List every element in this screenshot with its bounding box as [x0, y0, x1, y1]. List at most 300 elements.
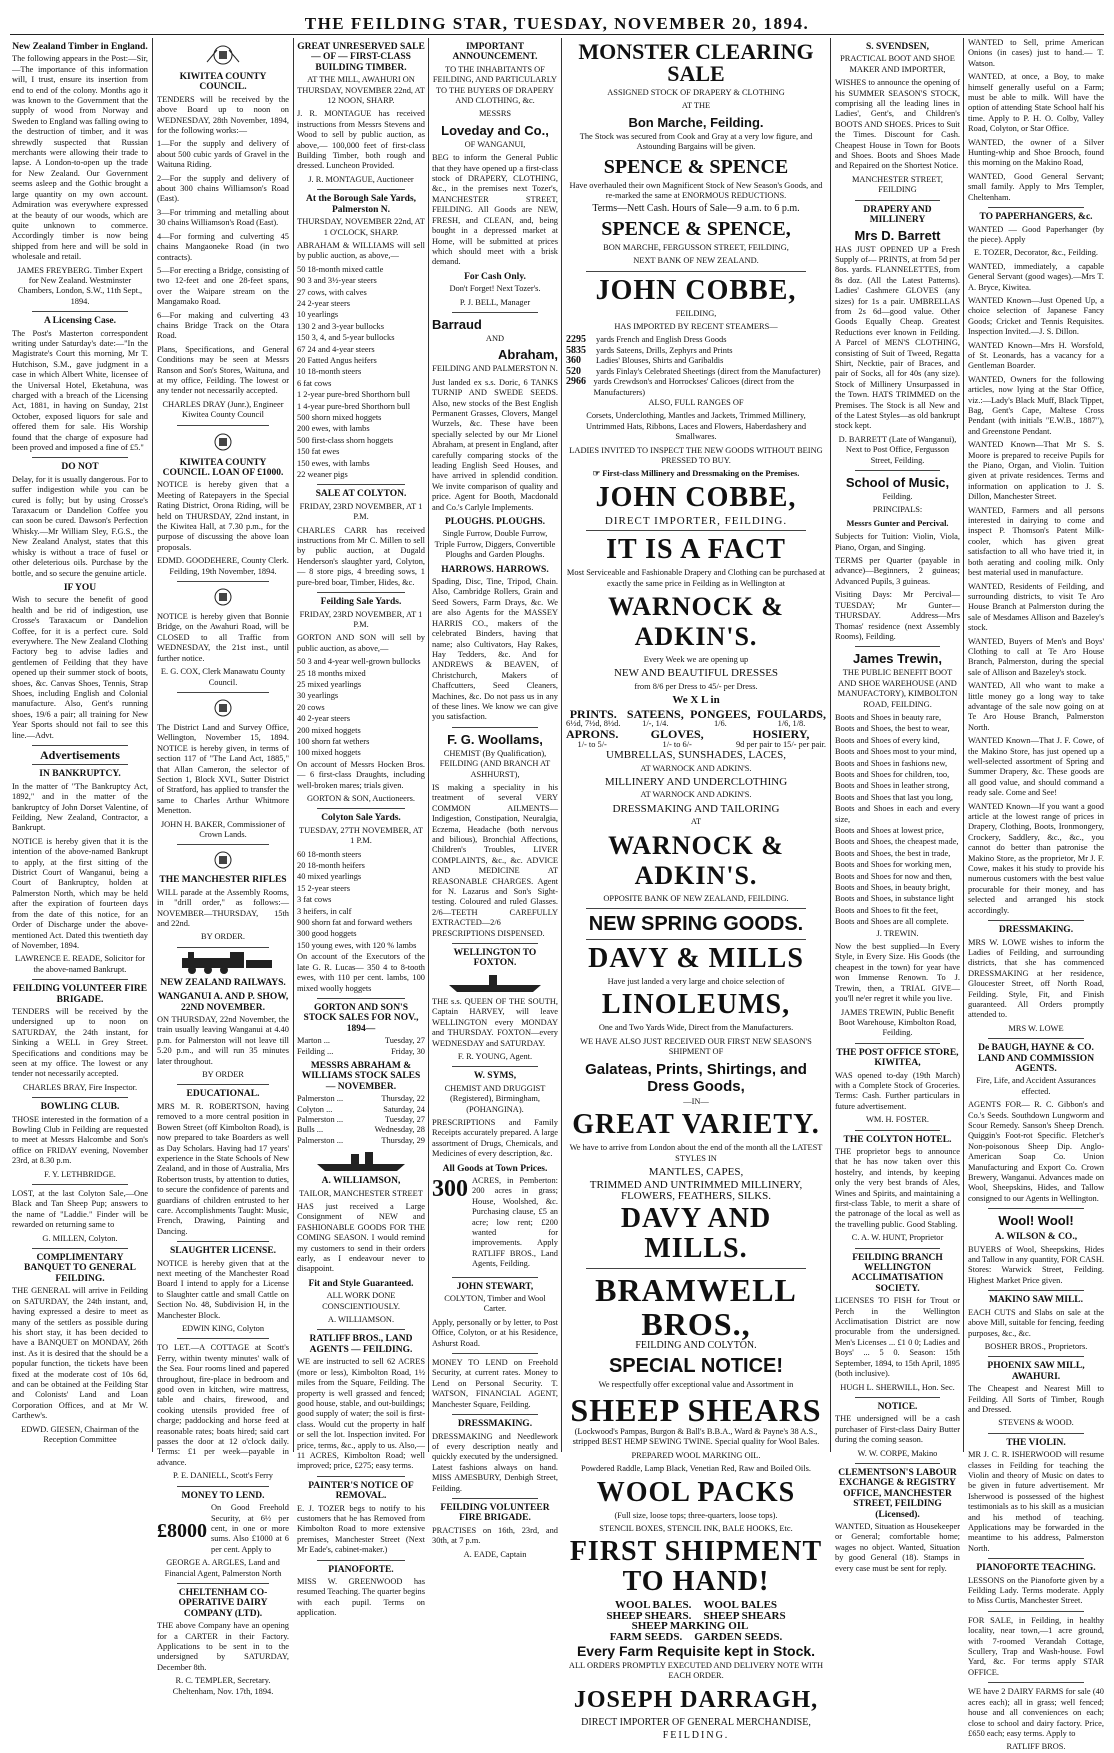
article-text: The Post's Masterton correspondent writing under Saturday's date:—"In the Magistrate's Court this morning, Mr T. Hutchison, S.M., gave judgment in a case in which Albert White, licensee of the Universal Hotel, Eketahuna, was charged with a breach of the Licensing Act, 1881, in having on Sunday, 21st October, exposed liquors for sale and offered them for sale. His Worship found that the charge of exposure had been proved and imposed a fine of £5." — [12, 328, 148, 453]
signature: A. WILLIAMSON. — [327, 1315, 395, 1325]
divider — [32, 1097, 128, 1098]
ad-text: ABRAHAM & WILLIAMS will sell by public auction, as above,— — [297, 240, 425, 261]
divider — [988, 920, 1084, 921]
ad-text: MISS W. GREENWOOD has resumed Teaching. The quarter begins with each pupil. Terms on application. — [297, 1577, 425, 1618]
ad-text: Spading, Disc, Tine, Tripod, Chain. Also, Cambridge Rollers, Grain and Seed Sowers, Farm Drays, &c. We are also Agents for the MASSEY HARRIS CO., makers of the celebrated Binders, having that name; also Cultivators, Hay Rakes, Hay Tedders, &c. And for ANDREWS & BEAVEN, of Christchurch, Makers of Chaffcutters, Seed Cleaners, Machines, &c. Do not pass us in any of these lines. We know we can give you satisfaction. — [432, 577, 558, 722]
ad-heading: DRAPERY AND MILLINERY — [863, 204, 932, 226]
ad-title: Barraud — [432, 316, 482, 332]
ad-text: Corsets, Underclothing, Mantles and Jackets, Trimmed Millinery, Untrimmed Hats, Ribbons, Laces and Flowers, Haberdashery and Smallwares. — [585, 411, 807, 442]
signature: CHARLES DRAY (Junr.), Engineer Kiwitea County Council — [162, 399, 284, 420]
boots-line: Boots and Shoes are all complete. — [835, 917, 949, 927]
sales-list — [297, 1094, 425, 1146]
ad-title: WOOL PACKS — [596, 1476, 796, 1508]
signature: G. MILLEN, Colyton. — [42, 1233, 118, 1243]
sale-date — [297, 1115, 425, 1125]
ad-text: AND — [485, 333, 505, 343]
divider — [452, 1414, 538, 1415]
ad-heading: FEILDING VOLUNTEER FIRE BRIGADE. — [440, 1502, 550, 1524]
sale-date — [297, 1036, 425, 1046]
ad-text: THOSE interested in the formation of a Bowling Club in Feilding are requested to meet at Messrs Halcombe and Son's office on FRIDAY evening, November 23rd, at 8.30 p.m. — [12, 1114, 148, 1166]
ad-heading: W. SYMS, — [473, 1071, 517, 1082]
masthead: THE FEILDING STAR, TUESDAY, NOVEMBER 20, 1894. — [304, 14, 810, 33]
signature: GORTON & SON, Auctioneers. — [307, 794, 415, 803]
ad-text: FRIDAY, 23RD NOVEMBER, AT 1 P.M. — [299, 501, 423, 522]
ad-heading: THE VIOLIN. — [1006, 1437, 1066, 1448]
ad-text: TENDERS will be received by the undersigned up to noon on SATURDAY, the 24th instant, for Sinking a WELL in Grey Street. Specifications and conditions may be seen at my office. The lowest or any tender not necessarily accepted. — [12, 1006, 148, 1079]
ad-heading: MESSRS ABRAHAM & WILLIAMS STOCK SALES— NOVEMBER. — [301, 1060, 421, 1092]
section-heading: Advertisements — [40, 748, 120, 762]
price-item-value: 1/6, 1/8. — [777, 719, 806, 728]
price-item-value: 1/-, 1/4. — [642, 719, 669, 728]
price-item-label: SATEENS, — [626, 706, 684, 721]
price-item-label: GLOVES, — [650, 727, 704, 742]
headline: New Zealand Timber in England. — [12, 42, 148, 52]
import-item — [566, 377, 826, 398]
price-item — [756, 706, 826, 730]
ad-text: Have overhauled their own Magnificent Stock of New Season's Goods, and re-marked the same at ENORMOUS REDUCTIONS. — [569, 180, 823, 201]
ad-text: NOTICE is hereby given that Bonnie Bridge, on the Awahuri Road, will be CLOSED to all Traffic from WEDNESDAY, the 21st inst., until further notice. — [157, 612, 289, 663]
ad-text: LESSONS on the Pianoforte given by a Feilding Lady. Terms moderate. Apply to Miss Curtis, Manchester Street. — [968, 1575, 1104, 1606]
ad-heading: GORTON AND SON'S STOCK SALES FOR NOV., 1894— — [303, 1002, 419, 1034]
import-qty: 360 — [566, 355, 581, 367]
ad-text: Messrs Gunter and Percival. — [846, 518, 949, 528]
ad-title: JOSEPH DARRAGH, — [573, 1686, 819, 1713]
stock-item: 100 mixed hoggets — [297, 748, 361, 758]
ad-text: Just landed ex s.s. Doric, 6 TANKS TURNIP AND SWEDE SEEDS. Also, new stocks of the Best English Permanent Grasses, Clovers, Mangel Wurzels, &c. These have been specially selected by our Mr Lionel Abraham, at present in England, after carefully comparing stocks of the leading English Seed Houses, and have arrived in splendid condition. We invite comparison of quality and price. Agent for Booth, Macdonald and Co.'s Carlyle Implements. — [432, 377, 558, 512]
article-text: Wish to secure the benefit of good health and be rid of indigestion, use Crosse's Taraxacum or Dandelion Coffee, for it is a perfect cure. Sold everywhere. The New Zealand Clothing Factory beg to advise ladies and gentlemen of Feilding that they have opened up their summer stock of boots, shoes, &c. Canvas Shoes, Tennis, Strap Shoes, including English and Colonial manufacture. Also, Gent's running shoes, 19/6 a pair; all training for New Year Sports should not fail to see this line.—Advt. — [12, 595, 148, 740]
signature: STEVENS & WOOD. — [998, 1418, 1074, 1428]
ad-text: BON MARCHE, FERGUSSON STREET, FEILDING, — [603, 242, 789, 252]
ad-title: SPECIAL NOTICE! — [608, 1354, 784, 1377]
import-desc: Ladies' Blouses, Shirts and Garibaldis — [596, 356, 724, 366]
signature: EDWIN KING, Colyton — [181, 1324, 265, 1333]
ad-text: ALL ORDERS PROMPTLY EXECUTED AND DELIVERY NOTE WITH EACH ORDER. — [568, 1661, 824, 1681]
ad-text: DIRECT IMPORTER OF GENERAL MERCHANDISE, — [581, 1716, 811, 1728]
classified-ad: WANTED, at once, a Boy, to make himself generally useful on a Farm; must be able to milk. Will have the option of attending State School half his time. Apply to P. H. O. Colby, Valley Road, Colyton, or Star Office. — [968, 72, 1104, 134]
ad-heading: THE MANCHESTER RIFLES — [159, 875, 287, 886]
divider — [317, 189, 405, 190]
divider — [855, 1397, 940, 1398]
ad-heading: KIWITEA COUNTY COUNCIL. — [179, 72, 267, 93]
signature: F. R. YOUNG, Agent. — [457, 1051, 533, 1061]
bales-item: WOOL BALES — [703, 1599, 778, 1612]
price-item-label: HOSIERY, — [752, 727, 810, 742]
import-item — [566, 356, 826, 366]
import-qty: 2966 — [566, 376, 586, 388]
ad-heading: RATLIFF BROS., LAND AGENTS — FEILDING. — [309, 1334, 413, 1355]
divider — [317, 998, 405, 999]
ad-title: School of Music, — [845, 475, 950, 491]
column-rule — [152, 38, 153, 1452]
boots-line: Boots and Shoes in each and every size, — [835, 804, 960, 824]
stock-item: 40 mixed yearlings — [297, 872, 362, 882]
divider — [988, 1611, 1084, 1612]
ad-heading: THE COLYTON HOTEL. — [843, 1134, 952, 1145]
ad-title: SPENCE & SPENCE — [603, 155, 789, 178]
stock-item: 15 2-year steers — [297, 883, 351, 893]
ad-title: Galateas, Prints, Shirtings, and Dress Goods, — [585, 1060, 807, 1095]
ad-heading: CHELTENHAM CO-OPERATIVE DAIRY COMPANY (LTD). — [178, 1587, 268, 1619]
ad-heading: BOWLING CLUB. — [40, 1102, 120, 1113]
ad-text: TENDERS will be received by the above Board up to noon on WEDNESDAY, 28th November, 1894, for the following works:— — [157, 94, 289, 136]
ad-text: WE are instructed to sell 62 ACRES (more or less), Kimbolton Road, 1½ miles from the Square, Feilding. The property is well grassed and fenced; good house, stable, and out-buildings; good supply of water; the soil is first-class. Would cut the property in half or sell the lot. Inspection invited. For price, terms, &c., apply to us. Also,—11 ACRES, Kimbolton Road; well improved; price, £275; easy terms. — [297, 1357, 425, 1471]
ad-text: EACH CUTS and Slabs on sale at the above Mill, suitable for fencing, feeding purposes, &c., &c. — [968, 1307, 1104, 1338]
sale-date-value: Wednesday, 28 — [374, 1125, 425, 1135]
ad-text: ASSIGNED STOCK OF DRAPERY & CLOTHING — [607, 88, 785, 97]
stock-item: 150 3, 4, and 5-year bullocks — [297, 333, 395, 343]
ad-title: James Trewin, — [853, 651, 942, 667]
ad-heading: KIWITEA COUNTY COUNCIL. LOAN OF £1000. — [162, 457, 284, 478]
ad-title: Abraham, — [498, 347, 558, 363]
ad-heading: DRESSMAKING. — [457, 1419, 533, 1430]
ad-heading: JOHN STEWART, — [456, 1281, 534, 1292]
stock-list — [297, 265, 425, 481]
ad-heading: MONEY TO LEND. — [181, 1490, 265, 1501]
sale-date — [297, 1094, 425, 1104]
stock-item: 100 shorn fat wethers — [297, 736, 370, 746]
stock-item: 900 shorn fat and forward wethers — [297, 918, 413, 928]
signature: R. C. TEMPLER, Secretary. Cheltenham, Nov. 17th, 1894. — [172, 1676, 274, 1696]
coat-of-arms-icon — [203, 697, 243, 719]
ad-text: HAS IMPORTED BY RECENT STEAMERS— — [614, 322, 778, 332]
ad-text: THE GENERAL will arrive in Feilding on SATURDAY, the 24th instant, and, having expressed a desire to meet as many of the settlers as possible during his short stay, it has been decided to have a BANQUET on MONDAY, 26th inst. As it is desired that the should be a popular function, the tickets have been fixed at the moderate cost of 10s 6d, and can be obtained at the Feilding Star and Colonists' Land and Loan Corporation Offices, and at Mr W. Carthew's. — [12, 1286, 148, 1421]
stock-item: 300 good hoggets — [297, 929, 357, 939]
ad-text: PRACTISES on 16th, 23rd, and 30th, at 7 p.m. — [432, 1525, 558, 1546]
stock-item: 40 2-year steers — [297, 714, 351, 724]
ad-text: AT THE MILL, AWAHURI ON THURSDAY, NOVEMBER 22nd, AT 12 NOON, SHARP. — [297, 75, 425, 106]
ad-text: BUYERS of Wool, Sheepskins, Hides and Tallow in any quantity, FOR CASH. Stores: Warwick Street, Feilding. Highest Market Price given. — [968, 1244, 1104, 1285]
sale-date-value: Tuesday, 27 — [384, 1114, 425, 1124]
ad-text: Plans, Specifications, and General Conditions may be seen at Messrs Ranson and Son's Stores, Waituna, and at my office, Feilding. The lowest or any tender not necessarily accepted. — [157, 344, 289, 396]
ad-text: HAS JUST OPENED UP a Fresh Supply of— PRINTS, at from 5d per 8os. yards. FLANNELETTES, from 8s doz. (All the Latest Patterns). Ladies' Cashmere GLOVES (any sizes) for 1s a pair. UMBRELLAS from 2s 6d—good value. Other Goods Equally Cheap. Greatest Reductions ever known in Feilding. A Parcel of MEN'S CLOTHING, consisting of Suit of Tweed, Regatta Shirt, Necktie, pair of Braces, and pair of Socks, all for 40s (any size). Stock of Millinery Unsurpassed in the Town. HATS TRIMMED on the Premises. The Stock is all New and of the Latest Styles—as old bankrupt stock kept. — [835, 244, 960, 431]
ad-text: One and Two Yards Wide, Direct from the Manufacturers. — [598, 1023, 794, 1033]
signature: CHARLES BRAY, Fire Inspector. — [22, 1082, 138, 1092]
ad-title: JOHN COBBE, — [595, 274, 797, 306]
divider — [317, 1476, 405, 1477]
price-item-value: 9d per pair to 15/- per pair. — [735, 739, 826, 749]
import-qty: 5835 — [566, 344, 586, 356]
sales-list — [297, 1036, 425, 1057]
divider — [855, 646, 940, 647]
stock-item: 25 mixed yearlings — [297, 679, 362, 689]
signature: JAMES FREYBERG. Timber Expert for New Zealand. Westminster Chambers, London, S.W., 11th Sept., 1894. — [17, 265, 143, 306]
bales-item: WOOL BALES. — [614, 1599, 692, 1612]
ad-text: MONEY TO LEND on Freehold Security, at current rates. Money to Lend on Personal Security. T. WATSON, FINANCIAL AGENT, Manchester Square, Feilding. — [432, 1358, 558, 1409]
ad-text: Visiting Days: Mr Percival—TUESDAY; Mr Gunter—THURSDAY. Address—Mrs Thomas' residence (next Assembly Rooms), Feilding. — [835, 590, 960, 641]
signature: C. A. W. HUNT, Proprietor — [851, 1233, 944, 1243]
classified-ad: WANTED, Owners for the following articles, now lying at the Star Office, viz.:—Lady's Black Muff, Black Tippet, Bag, Gent's Cape, Maltese Cross Pendant (with initials "E.W.B., 1887"), and Greenstone Pendant. — [968, 374, 1104, 436]
boots-line: Boots and Shoes, in beauty bright, — [835, 883, 951, 893]
acres-number: 300 — [432, 1175, 468, 1202]
stock-item: 10 yearlings — [297, 310, 339, 320]
classified-ad: WANTED, All who want to make a little money go a long way to take advantage of the sale now going on at Te Aro House Branch, Palmerston North. — [968, 681, 1104, 732]
import-desc: yards Crewdson's and Horrockses' Calicoes (direct from the Manufacturers) — [593, 377, 794, 397]
ad-text: WE HAVE ALSO JUST RECEIVED OUR FIRST NEW SEASON'S SHIPMENT OF — [580, 1036, 812, 1057]
ad-heading: NEW ZEALAND RAILWAYS. — [160, 977, 286, 988]
ad-title: DAVY AND MILLS. — [620, 1203, 772, 1265]
ad-text: from 8/6 per Dress to 45/- per Dress. — [634, 681, 758, 691]
ad-text: WAS opened to-day (19th March) with a Complete Stock of Groceries. Terms: Cash. Further particulars in future advertisement. — [835, 1070, 960, 1111]
ad-text: (Lockwood's Pampas, Burgon & Ball's B.B.A., Ward & Payne's 38 A.S., stripped BEST HEMP SEWING TWINE. Special quality for Wool Bales. — [572, 1426, 820, 1447]
divider — [177, 692, 269, 693]
ad-text: First-class Millinery and Dressmaking on the Premises. — [602, 469, 800, 479]
ad-text: MANCHESTER STREET, FEILDING — [851, 174, 944, 195]
ad-text: DRESSMAKING and Needlework of every description neatly and quickly executed by the undersigned. Latest fashions always on hand. MISS AMESBURY, Denbigh Street, Feilding. — [432, 1431, 558, 1493]
boots-line: Boots and Shoes most to your mind, — [835, 747, 957, 757]
ad-title: Wool! Wool! — [998, 1213, 1074, 1229]
sale-date-value: Thursday, 29 — [381, 1135, 425, 1145]
stock-item: 50 18-month mixed cattle — [297, 264, 384, 274]
signature: MRS W. LOWE — [1008, 1023, 1064, 1033]
ad-heading: For Cash Only. — [464, 271, 526, 282]
ad-text: MANTLES, CAPES, — [648, 1165, 744, 1178]
signature: WM. H. FOSTER. — [865, 1115, 930, 1125]
ad-text: PRESCRIPTIONS and Family Receipts accurately prepared. A large assortment of Drugs, Chemicals, and Medicines of every description, &c. — [432, 1117, 558, 1159]
column-3 — [297, 38, 425, 1618]
sale-date — [297, 1125, 425, 1135]
divider — [32, 745, 128, 746]
divider — [452, 1277, 538, 1278]
ad-text: FEILDING AND COLYTON. — [635, 1340, 757, 1352]
stock-item: 150 young ewes, with 120 % lambs — [297, 940, 417, 950]
price-item — [690, 706, 751, 730]
ad-text: PRINCIPALS: — [872, 505, 923, 515]
ad-title: Every Farm Requisite kept in Stock. — [576, 1643, 816, 1659]
price-item — [626, 706, 684, 730]
import-desc: yards Sateens, Drills, Zephyrs and Prints — [596, 345, 733, 355]
ad-text: MRS W. LOWE wishes to inform the Ladies of Feilding, and surrounding districts, that she has commenced DRESSMAKING at her residence, Gloucester Street, off North Road, Feilding. Style, Fit, and Finish guaranteed. All Orders promptly attended to. — [968, 937, 1104, 1020]
ad-text: LOST, at the last Colyton Sale,—One Black and Tan Sheep Pup; answers to the name of "Laddie." Finder will be rewarded on returning same to — [12, 1189, 148, 1230]
signature: J. TREWIN. — [876, 928, 919, 938]
ad-title: FIRST SHIPMENT TO HAND! — [569, 1536, 823, 1598]
ad-title: Bon Marche, Feilding. — [628, 114, 764, 130]
signature: E. G. COX, Clerk Manawatu County Council. — [160, 667, 286, 687]
divider — [317, 484, 405, 485]
ad-text: GORTON AND SON will sell by public auction, as above,— — [297, 633, 425, 653]
ad-heading: PIANOFORTE TEACHING. — [976, 1563, 1096, 1574]
work-item: 2—For the supply and delivery of about 300 chains Williamson's Road (East). — [157, 173, 289, 204]
ad-text: Every Week we are opening up — [643, 654, 749, 664]
bales-row — [566, 1632, 826, 1642]
article-text: Delay, for it is usually dangerous. For to suffer indigestion while you can be cured is folly; but by using Crosse's Taraxacum or Dandelion Coffee you can soon be cured. Dawson's Perfection Whisky.—Mr William Sley, F.G.S., the New Zealand Analyst, states that this whisky is without a trace of fusel or other deleterious oils. Purchase by the bottle, and so secure the genuine article. — [12, 474, 148, 578]
divider — [452, 943, 538, 944]
bales-item: SHEEP SHEARS. — [606, 1609, 692, 1622]
ad-heading: DRESSMAKING. — [998, 925, 1074, 936]
classified-ad: WANTED, the owner of a Silver Hunting-whip and Shoe Brooch, found this morning on the Makino Road, — [968, 137, 1104, 168]
stock-item: 60 18-month steers — [297, 849, 362, 859]
stock-list — [297, 657, 425, 759]
divider — [32, 979, 128, 980]
signature: LAWRENCE E. READE, Solicitor for the above-named Bankrupt. — [14, 954, 146, 974]
import-desc: yards Finlay's Celebrated Sheetings (direct from the Manufacturer) — [596, 366, 821, 376]
stock-item: 30 yearlings — [297, 691, 339, 701]
ad-text: ALL WORK DONE CONSCIENTIOUSLY. — [322, 1291, 400, 1311]
ad-text: The District Land and Survey Office, Wellington, November 15, 1894. NOTICE is hereby given, in terms of section 117 of "The Land Act, 1885," that Allan Cameron, the selector of Section 1, Block XVI., Sutter District of Stratford, has applied to transfer the same to Charles Arthur Whitmore Menetton. — [157, 722, 289, 816]
money-amount: £8000 — [157, 1519, 207, 1542]
headline: A Licensing Case. — [43, 316, 117, 327]
signature: F. Y. LETHBRIDGE. — [44, 1169, 116, 1179]
ad-text: TUESDAY, 27TH NOVEMBER, AT 1 P.M. — [298, 825, 423, 846]
ad-text: The Stock was secured from Cook and Gray at a very low figure, and Astounding Bargains will be given. — [579, 131, 813, 152]
ad-text: The Cheapest and Nearest Mill to Feilding. All Sorts of Timber, Rough and Dressed. — [968, 1384, 1104, 1414]
ad-title: GREAT VARIETY. — [572, 1109, 820, 1141]
ad-text: UMBRELLAS, SUNSHADES, LACES, — [606, 749, 786, 762]
signature: P. E. DANIELL, Scott's Ferry — [173, 1471, 273, 1481]
sale-date — [297, 1047, 425, 1057]
divider — [317, 1329, 405, 1330]
ad-heading: PIANOFORTE. — [328, 1564, 394, 1575]
import-item — [566, 335, 826, 345]
sale-date — [297, 1105, 425, 1115]
coat-of-arms-icon — [203, 430, 243, 454]
classified-list — [968, 38, 1104, 203]
price-item — [736, 729, 826, 750]
sale-date-label: Colyton ... — [297, 1104, 333, 1114]
ad-heading: All Goods at Town Prices. — [442, 1163, 548, 1174]
boots-line: Boots and Shoes, the cheapest made, — [835, 837, 959, 847]
signature: JOHN H. BAKER, Commissioner of Crown Lands. — [160, 819, 286, 839]
ad-heading: NOTICE. — [877, 1401, 918, 1412]
sale-date-value: Thursday, 22 — [381, 1094, 425, 1104]
ad-text: NEW AND BEAUTIFUL DRESSES — [613, 667, 779, 680]
divider — [988, 1208, 1084, 1209]
ad-text: NOTICE is hereby given that it is the intention of the above-named Bankrupt to apply, at the first sitting of the District Court of Wanganui, being a Court of Bankruptcy, holden at Palmerston North, which may be held after the expiration of fourteen days from the date of this notice, for an Order of Discharge under the above-mentioned Act. Dated this twentieth day of November, 1894. — [12, 836, 148, 950]
ad-text: CHEMIST (By Qualification), FEILDING (AND BRANCH AT ASHHURST), — [439, 748, 551, 779]
ad-text: MRS M. R. ROBERTSON, having removed to a more central position in Bowen Street (off Kimbolton Road), is now prepared to take Boarders as well as Day Scholars. Having had 17 years' experience in the State Schools of New Zealand, and in those of Australia, Mrs Robertson trusts, by attention to duties, to secure the confidence of parents and guardians of children entrusted to her care. Accomplishments Taught: Music, French, Drawing, Painting and Dancing. — [157, 1101, 289, 1236]
divider — [855, 1463, 940, 1464]
stock-item: 1 4-year pure-bred Shorthorn bull — [297, 401, 411, 411]
divider — [177, 844, 269, 845]
divider — [32, 1184, 128, 1185]
price-item — [651, 729, 704, 750]
sale-date-label: Marton ... — [297, 1036, 331, 1046]
ad-text: E. J. TOZER begs to notify to his customers that he has Removed from Kimbolton Road to more extensive premises, Manchester Street (Next Mr Eade's, cabinet-maker.) — [297, 1503, 425, 1555]
column-rule — [830, 38, 831, 1452]
import-qty: 2295 — [566, 334, 586, 346]
ad-text: ALSO, FULL RANGES OF — [648, 397, 744, 407]
ad-text: FOR SALE, in Feilding, in healthy locality, near town,—1 acre ground, with 7-roomed Verandah Cottage, Scullery, Trap and Wash-house. Fowl Yard, &c. For terms apply STAR OFFICE. — [968, 1615, 1104, 1677]
divider — [452, 1498, 538, 1499]
divider — [988, 1558, 1084, 1559]
classified-ad: WANTED Known—That Mr S. S. Moore is prepared to receive Pupils for the Piano, Organ, and Violin. Tuition given at private residences. Terms and information on application to J. S. Dillon, Manchester Street. — [968, 440, 1104, 502]
classified-ad: WANTED, Good General Servant; small family. Apply to Mrs Templer, Cheltenham. — [968, 171, 1104, 202]
signature: EDWD. GIESEN, Chairman of the Reception Committee — [21, 1424, 139, 1444]
ad-text: MESSRS — [478, 109, 512, 119]
price-item-label: FOULARDS, — [756, 706, 826, 721]
boots-line: Boots and Shoes of every kind, — [835, 735, 940, 745]
ad-heading: PAINTER'S NOTICE OF REMOVAL. — [308, 1480, 414, 1502]
price-item-label: APRONS. — [566, 727, 619, 742]
ad-text: Now the best supplied—In Every Style, in Every Size. His Goods (the cheapest in the town) for year have won Immense Renown. To J. Trewin, then, a TRIAL GIVE—you'll ne'er regret it while you live. — [835, 942, 960, 1004]
work-item: 1—For the supply and delivery of about 500 cubic yards of Gravel in the Waituna Riding. — [157, 139, 289, 170]
ad-title: WARNOCK & ADKIN'S. — [608, 830, 784, 890]
ad-text: On account of Messrs Hocken Bros.— 6 first-class Draughts, including well-broken mares; trials given. — [297, 759, 425, 790]
ad-text: LICENSES TO FISH for Trout or Perch in the Wellington Acclimatisation District are now procurable from the undersigned. Men's Licenses ... £1 0 0; Ladies and Boys' ... 5 0. Season: 15th September, 1894, to 15th April, 1895 (both inclusive). — [835, 1296, 960, 1379]
divider — [855, 200, 940, 201]
stock-item: 1 2-year pure-bred Shorthorn bull — [297, 390, 411, 400]
ad-heading: EDUCATIONAL. — [186, 1089, 260, 1100]
divider — [32, 764, 128, 765]
bales-item: SHEEP SHEARS — [703, 1609, 786, 1622]
ad-text: We have to arrive from London about the end of the month all the LATEST STYLES IN — [569, 1143, 823, 1163]
sale-date-label: Palmerston ... — [297, 1094, 344, 1104]
divider — [177, 425, 269, 426]
ad-text: NEXT BANK OF NEW ZEALAND. — [633, 256, 759, 266]
divider — [452, 727, 538, 728]
classified-ad: WANTED Known—If you want a good article at the lowest range of prices in Drapery, Clothing, Boots, Ironmongery, Crockery, Saddlery, &c., &c., you cannot do better than patronise the Makino Store, as the proprietor, Mr J. F. Cowe, makes it his study to provide his numerous customers with the best value procurable for their money, and has selected and arranged his stock accordingly. — [968, 801, 1104, 915]
column-rule — [293, 38, 294, 1452]
stock-item: 3 fat cows — [297, 895, 332, 905]
sale-date-label: Feilding ... — [297, 1046, 334, 1056]
sale-date-label: Bulls ... — [297, 1125, 324, 1135]
ad-text: TO LET.—A COTTAGE at Scott's Ferry, within twenty minutes' walk of the Sea. Four rooms lined and papered throughout, fire-place in bedroom and good oven in kitchen, wire mattress, table and chairs, firewood, and cooking utensils provided free of charge; paddocking and horse feed at reasonable rates; boats hired; said cart passes the door at 12 o'clock daily. Terms: £1 per week—payable in advance. — [157, 1343, 289, 1467]
ad-title: JOHN COBBE, — [595, 481, 797, 513]
ad-text: THE proprietor begs to announce that he has now taken over this hostelry, and intends, by keeping only the very best brands of Ales, Wines and Spirits, and maintaining a first-class Table, to merit a share of the patronage of the local as well as the travelling public. Good Stabling. — [835, 1146, 960, 1229]
ad-text: FEILDING AND PALMERSTON N. — [432, 364, 558, 374]
ad-text: FEILDING. — [662, 1730, 730, 1742]
stock-item: 150 fat ewes — [297, 447, 340, 457]
classified-ad: WANTED Known—That J. F. Cowe, of the Makino Store, has just opened up a well-selected assortment of Spring and Summer Drapery, &c. These goods are all good value, and should command a ready sale. Come and See! — [968, 736, 1104, 798]
ad-text: Feilding. — [882, 492, 913, 502]
stock-item: 20 18-month heifers — [297, 861, 365, 871]
ad-title: MONSTER CLEARING SALE — [578, 39, 814, 86]
price-item-label: PONGEES, — [690, 706, 751, 721]
price-item-label: PRINTS. — [569, 706, 617, 721]
ad-text: DIRECT IMPORTER, FEILDING. — [604, 514, 788, 527]
ad-text: HAS just received a Large Consignment of NEW and FASHIONABLE GOODS FOR THE COMING SEASON. I would remind my customers to send in their orders early, as I endeavour never to disappoint. — [297, 1202, 425, 1274]
ad-text: On Good Freehold Security, at 6½ per cent, in one or more sums. Also £1000 at 6 per cent. Apply to — [211, 1503, 289, 1554]
ad-text: LADIES INVITED TO INSPECT THE NEW GOODS WITHOUT BEING PRESSED TO BUY. — [569, 445, 823, 465]
ad-heading: PLOUGHS. PLOUGHS. — [444, 517, 546, 528]
ad-text: Apply, personally or by letter, to Post Office, Colyton, or at his Residence, Ashurst Road. — [432, 1317, 558, 1348]
signature: A. EADE, Captain — [463, 1549, 527, 1559]
ad-text: We respectfully offer exceptional value and Assortment in — [598, 1379, 794, 1389]
classified-ad: WANTED, Buyers of Men's and Boys' Clothing to call at Te Aro House Branch, Palmerston, during the special sale of Allison and Bazeley's stock. — [968, 636, 1104, 677]
divider — [317, 1560, 405, 1561]
price-row — [566, 729, 826, 750]
boots-line: Boots and Shoes, the best to wear, — [835, 724, 950, 734]
ad-text: OPPOSITE BANK OF NEW ZEALAND, FEILDING. — [603, 893, 789, 903]
stock-item: 500 shorn mixed hoggets — [297, 413, 382, 422]
stock-item: 10 18-month steers — [297, 367, 362, 377]
signature: JAMES TREWIN, Public Benefit Boot Warehouse, Kimbolton Road, Feilding. — [838, 1007, 957, 1038]
ad-text: AT WARNOCK AND ADKIN'S. — [640, 763, 752, 773]
import-desc: yards French and English Dress Goods — [596, 335, 727, 345]
boots-line: Boots and Shoes in fashions new, — [835, 758, 948, 768]
divider — [317, 808, 405, 809]
ad-text: TO THE INHABITANTS OF FEILDING, AND PARTICULARLY TO THE BUYERS OF DRAPERY AND CLOTHING, &c. — [432, 64, 558, 106]
ad-heading: A. WILSON & CO., — [994, 1232, 1078, 1243]
ad-text: FRIDAY, 23RD NOVEMBER, AT 1 P.M. — [299, 609, 423, 629]
headline: DO NOT — [61, 462, 99, 473]
ad-text: WANTED, Situation as Housekeeper or General; comfortable home; wages no object. Wanted, Situation by good General (18). Stamps in every case must be sent for reply. — [835, 1521, 960, 1573]
divider — [32, 1248, 128, 1249]
ad-heading: De BAUGH, HAYNE & CO. LAND AND COMMISSION AGENTS. — [977, 1043, 1095, 1074]
ad-title: WARNOCK & ADKIN'S. — [608, 591, 784, 651]
sale-date-label: Palmerston ... — [297, 1135, 344, 1145]
ad-title: IT IS A FACT — [606, 534, 786, 566]
signature: P. J. BELL, Manager — [459, 297, 531, 307]
sale-date-value: Tuesday, 27 — [384, 1036, 425, 1046]
divider — [452, 1066, 538, 1067]
steamship-icon — [311, 1150, 411, 1172]
work-item: 3—For trimming and metalling about 30 chains Williamson's Road (East). — [157, 207, 289, 228]
coat-of-arms-icon — [203, 586, 243, 608]
classified-ad: WANTED Known—Mrs H. Worsfold, of St. Leonards, has a vacancy for a Gentleman Boarder. — [968, 340, 1104, 371]
ad-title: SPENCE & SPENCE, — [601, 217, 791, 240]
signature: J. R. MONTAGUE, Auctioneer — [308, 174, 414, 184]
ad-heading: IN BANKRUPTCY. — [39, 769, 121, 780]
